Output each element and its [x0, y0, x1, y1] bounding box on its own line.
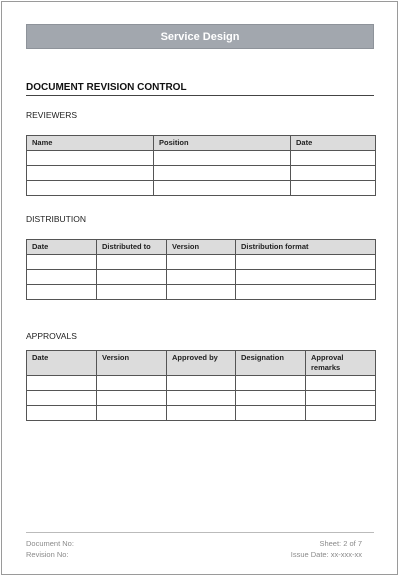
table-cell[interactable]	[236, 376, 306, 391]
column-header-approved-by: Approved by	[167, 351, 236, 376]
approvals-table	[26, 350, 376, 421]
column-header-approval-remarks: Approval remarks	[306, 351, 376, 376]
footer-sheet: Sheet: 2 of 7	[319, 539, 362, 548]
table-cell[interactable]	[97, 270, 167, 285]
table-cell[interactable]	[236, 406, 306, 421]
table-cell[interactable]	[97, 285, 167, 300]
approvals-label: APPROVALS	[26, 331, 77, 341]
table-cell[interactable]	[97, 376, 167, 391]
table-cell[interactable]	[236, 270, 376, 285]
table-cell[interactable]	[154, 151, 291, 166]
table-cell[interactable]	[167, 285, 236, 300]
table-cell[interactable]	[167, 255, 236, 270]
table-cell[interactable]	[306, 391, 376, 406]
column-header-date: Date	[291, 136, 376, 151]
table-row	[27, 166, 376, 181]
table-cell[interactable]	[27, 391, 97, 406]
table-cell[interactable]	[167, 376, 236, 391]
table-cell[interactable]	[154, 181, 291, 196]
column-header-distribution-format: Distribution format	[236, 240, 376, 255]
header-title: Service Design	[160, 30, 240, 43]
column-header-distributed-to: Distributed to	[97, 240, 167, 255]
table-cell[interactable]	[236, 285, 376, 300]
table-cell[interactable]	[306, 406, 376, 421]
table-cell[interactable]	[154, 166, 291, 181]
header-banner	[26, 24, 374, 49]
footer-revision-no: Revision No:	[26, 550, 69, 559]
table-cell[interactable]	[291, 151, 376, 166]
table-cell[interactable]	[97, 255, 167, 270]
table-row	[27, 151, 376, 166]
table-cell[interactable]	[306, 376, 376, 391]
column-header-date: Date	[27, 240, 97, 255]
distribution-label: DISTRIBUTION	[26, 214, 86, 224]
table-cell[interactable]	[291, 166, 376, 181]
document-title: DOCUMENT REVISION CONTROL	[26, 82, 374, 96]
column-header-date: Date	[27, 351, 97, 376]
column-header-name: Name	[27, 136, 154, 151]
table-cell[interactable]	[291, 181, 376, 196]
table-header-row	[27, 136, 376, 151]
table-cell[interactable]	[27, 255, 97, 270]
footer-document-no: Document No:	[26, 539, 74, 548]
table-row	[27, 285, 376, 300]
table-cell[interactable]	[236, 255, 376, 270]
table-row	[27, 270, 376, 285]
footer-issue-date: Issue Date: xx-xxx-xx	[290, 550, 362, 559]
reviewers-table	[26, 135, 376, 196]
reviewers-label: REVIEWERS	[26, 110, 78, 120]
column-header-version: Version	[97, 351, 167, 376]
table-row	[27, 406, 376, 421]
table-header-row	[27, 240, 376, 255]
table-cell[interactable]	[167, 270, 236, 285]
table-cell[interactable]	[236, 391, 306, 406]
table-cell[interactable]	[27, 166, 154, 181]
column-header-version: Version	[167, 240, 236, 255]
table-cell[interactable]	[167, 406, 236, 421]
table-row	[27, 391, 376, 406]
table-row	[27, 181, 376, 196]
table-row	[27, 255, 376, 270]
table-cell[interactable]	[97, 406, 167, 421]
distribution-table	[26, 239, 376, 300]
table-cell[interactable]	[27, 270, 97, 285]
table-header-row	[27, 351, 376, 376]
table-cell[interactable]	[27, 285, 97, 300]
table-cell[interactable]	[27, 181, 154, 196]
table-cell[interactable]	[167, 391, 236, 406]
footer-divider	[26, 532, 374, 533]
table-cell[interactable]	[97, 391, 167, 406]
column-header-position: Position	[154, 136, 291, 151]
column-header-designation: Designation	[236, 351, 306, 376]
table-cell[interactable]	[27, 151, 154, 166]
table-row	[27, 376, 376, 391]
table-cell[interactable]	[27, 376, 97, 391]
table-cell[interactable]	[27, 406, 97, 421]
